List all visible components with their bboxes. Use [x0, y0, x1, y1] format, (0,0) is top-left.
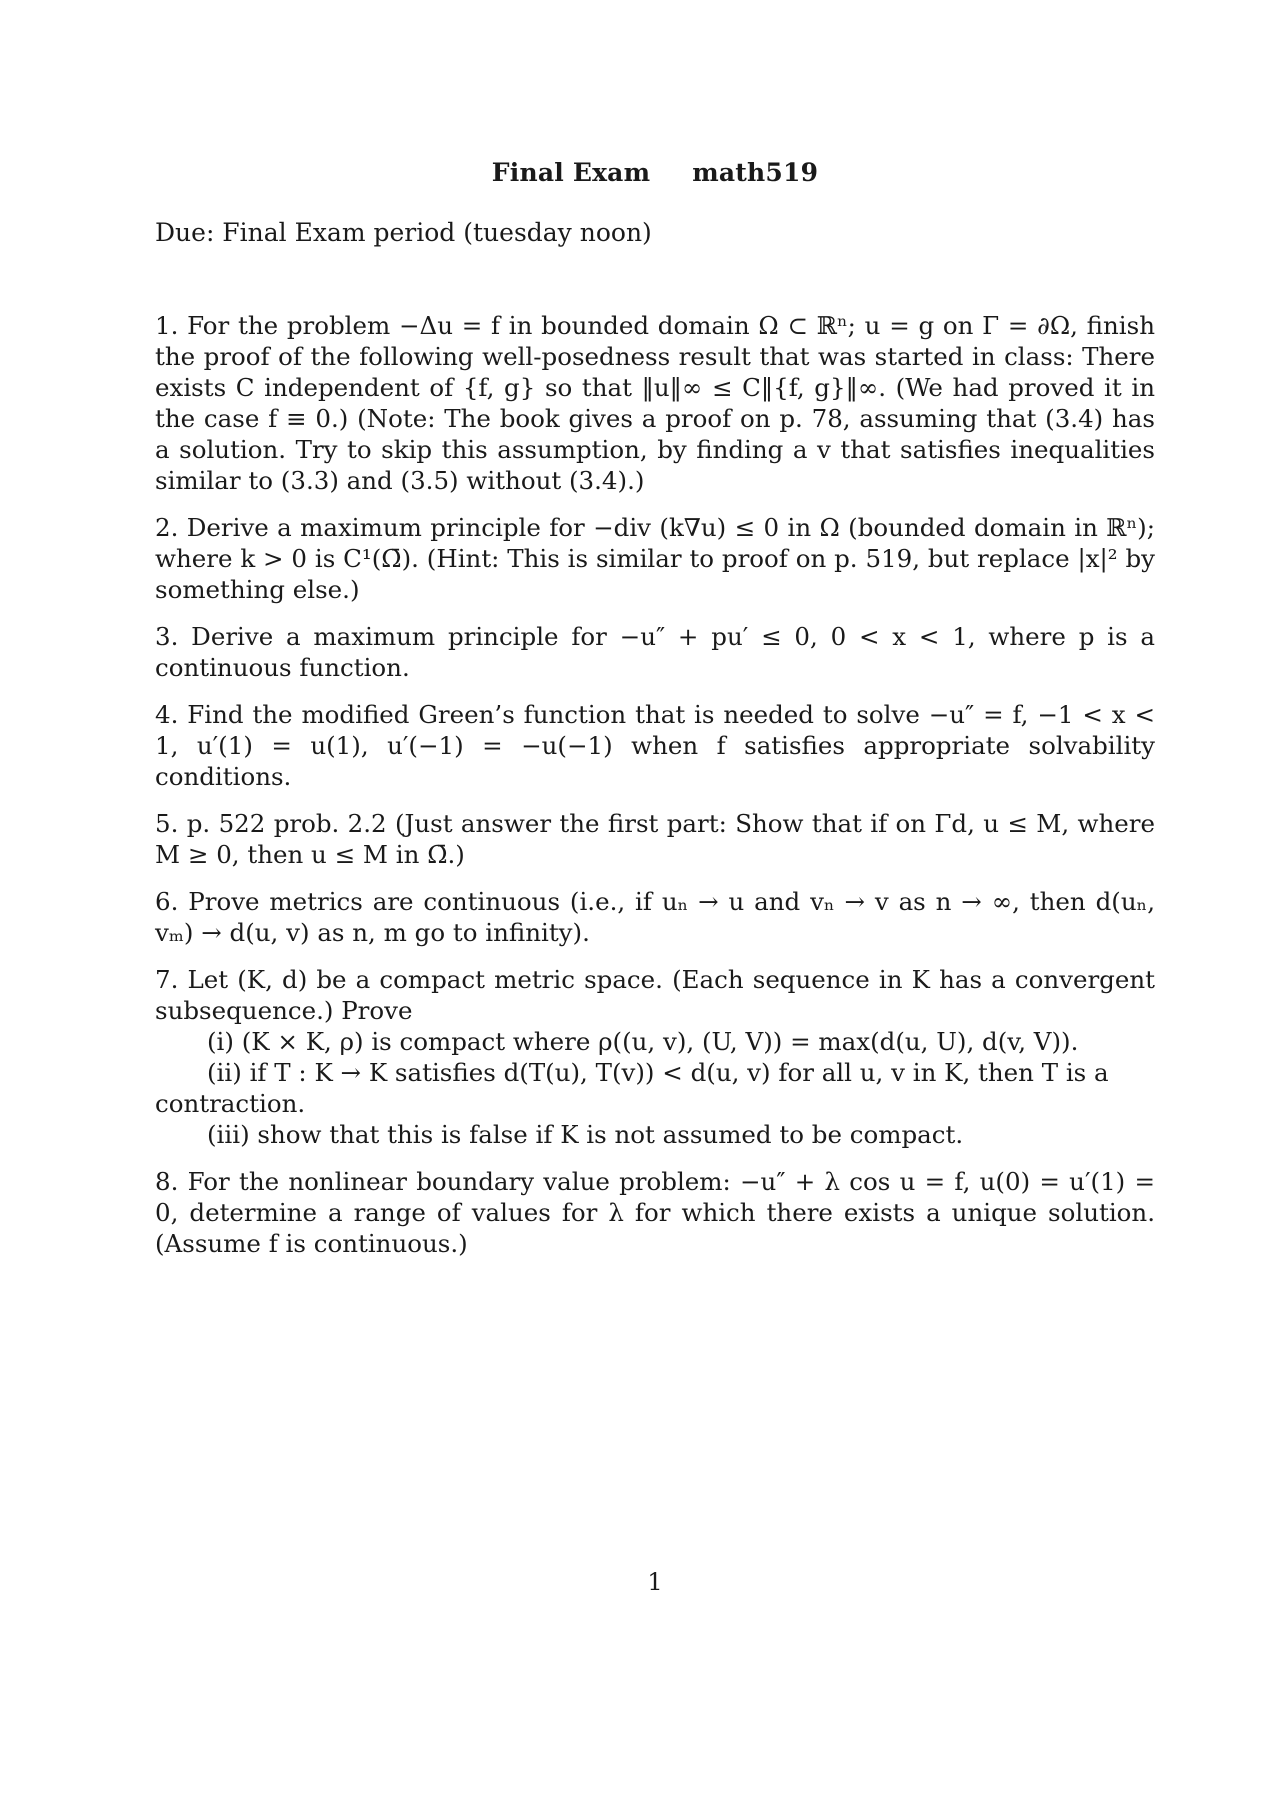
problem-2: 2. Derive a maximum principle for −div (k∇u) ≤ 0 in Ω (bounded domain in ℝⁿ); where k > 0 is C¹(Ω̄). (Hint: This is similar to proof on p. 519, but replace |x|² by something else.): [155, 513, 1155, 604]
problem-7: [155, 964, 1155, 1150]
title-text: Final Exam: [491, 158, 651, 187]
course-code: math519: [692, 158, 819, 187]
problem-1: 1. For the problem −Δu = f in bounded domain Ω ⊂ ℝⁿ; u = g on Γ = ∂Ω, finish the proof of the following well-posedness result that was started in class: There exists C independent of {f, g} so that ‖u‖∞ ≤ C‖{f, g}‖∞. (We had proved it in the case f ≡ 0.) (Note: The book gives a proof on p. 78, assuming that (3.4) has a solution. Try to skip this assumption, by finding a v that satisfies inequalities similar to (3.3) and (3.5) without (3.4).): [155, 311, 1155, 495]
problem-3: 3. Derive a maximum principle for −u″ + pu′ ≤ 0, 0 < x < 1, where p is a continuous function.: [155, 622, 1155, 682]
exam-title: [0, 158, 1280, 187]
problem-7-stem: 7. Let (K, d) be a compact metric space. (Each sequence in K has a convergent subsequence.) Prove: [155, 965, 1155, 1025]
page-number: 1: [647, 1568, 663, 1596]
problem-4: 4. Find the modified Green’s function that is needed to solve −u″ = f, −1 < x < 1, u′(1) = u(1), u′(−1) = −u(−1) when f satisfies appropriate solvability conditions.: [155, 700, 1155, 791]
problem-list: [155, 310, 1155, 1275]
problem-6: 6. Prove metrics are continuous (i.e., if uₙ → u and vₙ → v as n → ∞, then d(uₙ, vₘ) → d(u, v) as n, m go to infinity).: [155, 887, 1155, 947]
due-date: Due: Final Exam period (tuesday noon): [155, 218, 652, 247]
problem-5: 5. p. 522 prob. 2.2 (Just answer the first part: Show that if on Γd, u ≤ M, where M ≥ 0, then u ≤ M in Ω̄.): [155, 809, 1155, 869]
problem-7-part-i: (i) (K × K, ρ) is compact where ρ((u, v), (U, V)) = max(d(u, U), d(v, V)).: [207, 1027, 1079, 1056]
problem-7-part-iii: (iii) show that this is false if K is not assumed to be compact.: [207, 1120, 964, 1149]
problem-7-part-ii-cont: contraction.: [155, 1089, 306, 1118]
problem-8: 8. For the nonlinear boundary value problem: −u″ + λ cos u = f, u(0) = u′(1) = 0, determine a range of values for λ for which there exists a unique solution. (Assume f is continuous.): [155, 1167, 1155, 1258]
problem-7-part-ii: (ii) if T : K → K satisfies d(T(u), T(v)) < d(u, v) for all u, v in K, then T is a: [207, 1058, 1109, 1087]
